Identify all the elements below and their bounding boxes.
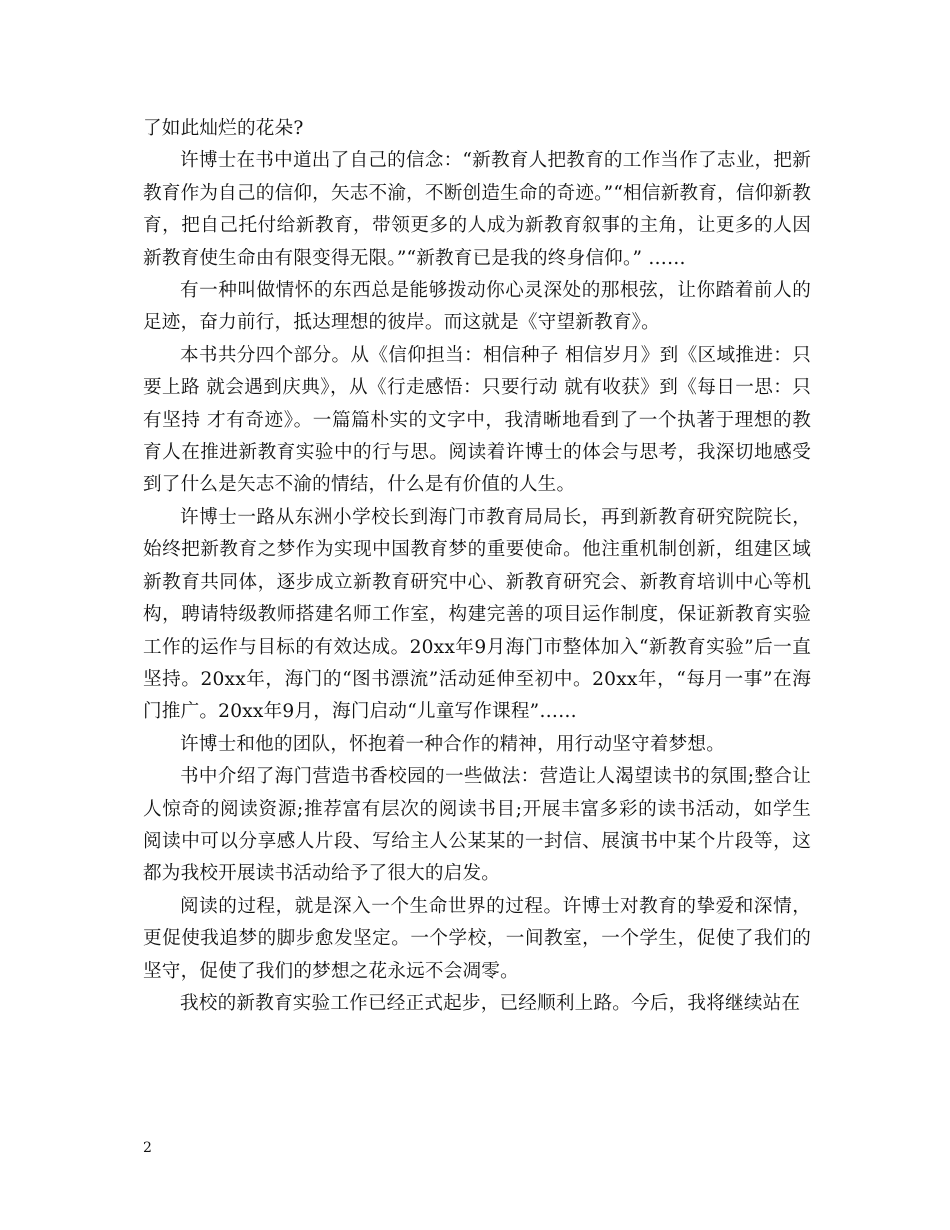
body-text [143,113,811,1020]
paragraph: 有一种叫做情怀的东西总是能够拨动你心灵深处的那根弦，让你踏着前人的足迹，奋力前行，抵达理想的彼岸。而这就是《守望新教育》。 [143,280,811,334]
paragraph: 阅读的过程，就是深入一个生命世界的过程。许博士对教育的挚爱和深情，更促使我追梦的脚步愈发坚定。一个学校，一间教室，一个学生，促使了我们的坚守，促使了我们的梦想之花永远不会凋零。 [143,895,811,982]
paragraph: 本书共分四个部分。从《信仰担当：相信种子 相信岁月》到《区域推进：只要上路 就会遇到庆典》，从《行走感悟：只要行动 就有收获》到《每日一思：只有坚持 才有奇迹》。一篇篇朴实的文字中，我清晰地看到了一个执著于理想的教育人在推进新教育实验中的行与思。阅读着许博士的体会与思考，我深切地感受到了什么是矢志不渝的情结，什么是有价值的人生。 [143,344,811,496]
paragraph: 许博士和他的团队，怀抱着一种合作的精神，用行动坚守着梦想。 [180,733,726,755]
paragraph: 许博士一路从东洲小学校长到海门市教育局局长，再到新教育研究院院长，始终把新教育之梦作为实现中国教育梦的重要使命。他注重机制创新，组建区域新教育共同体，逐步成立新教育研究中心、新教育研究会、新教育培训中心等机构，聘请特级教师搭建名师工作室，构建完善的项目运作制度，保证新教育实验工作的运作与目标的有效达成。20xx年9月海门市整体加入“新教育实验”后一直坚持。20xx年，海门的“图书漂流”活动延伸至初中。20xx年，“每月一事”在海门推广。20xx年9月，海门启动“儿童写作课程”…… [143,506,811,723]
page-number: 2 [143,1140,152,1156]
paragraph-continued: 了如此灿烂的花朵? [143,118,304,139]
paragraph: 许博士在书中道出了自己的信念：“新教育人把教育的工作当作了志业，把新教育作为自己的信仰，矢志不渝，不断创造生命的奇迹。”“相信新教育，信仰新教育，把自己托付给新教育，带领更多的人成为新教育叙事的主角，让更多的人因新教育使生命由有限变得无限。”“新教育已是我的终身信仰。” …… [143,150,811,269]
paragraph: 书中介绍了海门营造书香校园的一些做法：营造让人渴望读书的氛围;整合让人惊奇的阅读资源;推荐富有层次的阅读书目;开展丰富多彩的读书活动，如学生阅读中可以分享感人片段、写给主人公某某的一封信、展演书中某个片段等，这都为我校开展读书活动给予了很大的启发。 [143,766,811,885]
paragraph: 我校的新教育实验工作已经正式起步，已经顺利上路。今后，我将继续站在 [180,992,801,1014]
